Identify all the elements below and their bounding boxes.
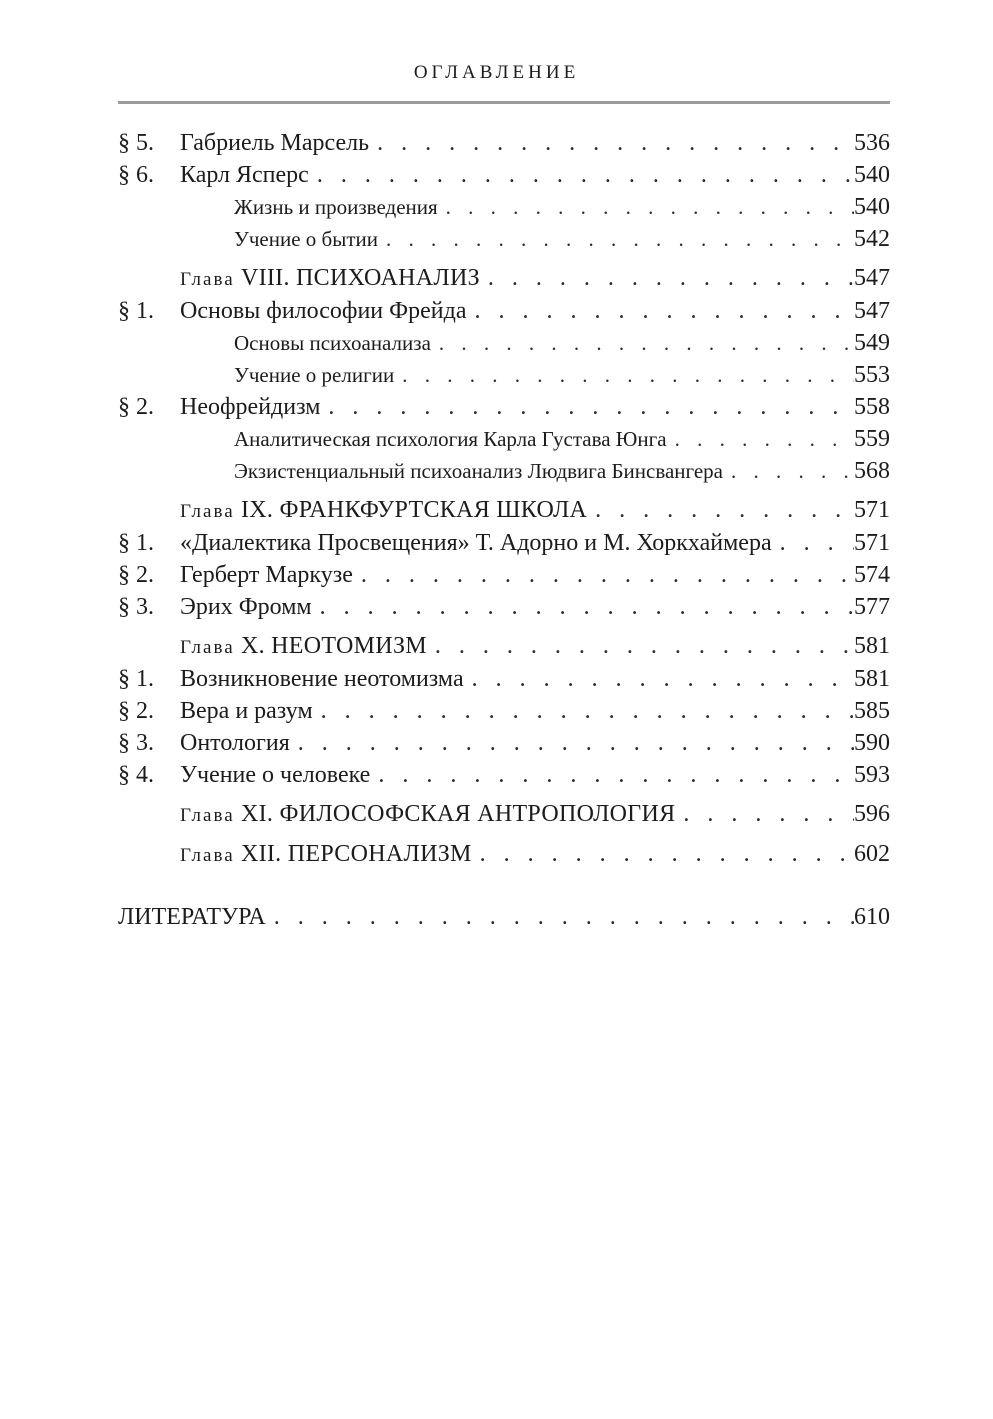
- subentry-title: Жизнь и произведения: [234, 195, 438, 219]
- page-number: 593: [854, 762, 890, 788]
- header-rule: [118, 101, 890, 104]
- page-number: 536: [854, 130, 890, 156]
- section-number: § 2.: [118, 562, 154, 588]
- toc-entry[interactable]: [118, 394, 890, 426]
- page-number: 590: [854, 730, 890, 756]
- dot-leader: [472, 841, 854, 868]
- chapter-prefix: Глава: [180, 636, 235, 658]
- entry-title: Учение о человеке: [180, 762, 371, 788]
- toc-subentry[interactable]: [118, 458, 890, 490]
- dot-leader: [394, 363, 854, 388]
- subentry-title: Экзистенциальный психоанализ Людвига Бинсвангера: [234, 459, 723, 483]
- page-number: 547: [854, 264, 890, 291]
- entry-title: Габриель Марсель: [180, 130, 370, 156]
- toc-entry[interactable]: [118, 162, 890, 194]
- page-number: 574: [854, 562, 890, 588]
- section-number: § 1.: [118, 666, 154, 692]
- subentry-title: Учение о бытии: [234, 227, 378, 251]
- page-number: 547: [854, 298, 890, 324]
- toc-entry[interactable]: [118, 530, 890, 562]
- dot-leader: [723, 459, 854, 484]
- dot-leader: [587, 497, 854, 524]
- entry-title: «Диалектика Просвещения» Т. Адорно и М. Хоркхаймера: [180, 530, 772, 556]
- dot-leader: [353, 562, 854, 589]
- page-number: 610: [854, 904, 890, 930]
- toc-chapter[interactable]: [118, 626, 890, 666]
- entry-title: Эрих Фромм: [180, 594, 312, 620]
- dot-leader: [431, 331, 854, 356]
- chapter-name: XI. ФИЛОСОФСКАЯ АНТРОПОЛОГИЯ: [240, 800, 676, 827]
- dot-leader: [290, 730, 854, 757]
- subentry-title: Аналитическая психология Карла Густава Юнга: [234, 427, 667, 451]
- dot-leader: [427, 633, 854, 660]
- toc-subentry[interactable]: [118, 426, 890, 458]
- dot-leader: [320, 394, 854, 421]
- page-number: 581: [854, 666, 890, 692]
- dot-leader: [772, 530, 854, 557]
- page-number: 577: [854, 594, 890, 620]
- dot-leader: [667, 427, 854, 452]
- section-number: § 4.: [118, 762, 154, 788]
- chapter-prefix: Глава: [180, 268, 235, 290]
- page-number: 542: [854, 226, 890, 252]
- toc-chapter[interactable]: [118, 258, 890, 298]
- page-number: 568: [854, 458, 890, 484]
- toc-entry[interactable]: [118, 730, 890, 762]
- toc-entry[interactable]: [118, 666, 890, 698]
- page-number: 540: [854, 162, 890, 188]
- section-number: § 1.: [118, 530, 154, 556]
- section-number: § 2.: [118, 698, 154, 724]
- toc-subentry[interactable]: [118, 362, 890, 394]
- entry-title: Герберт Маркузе: [180, 562, 353, 588]
- page-number: 553: [854, 362, 890, 388]
- section-number: § 3.: [118, 594, 154, 620]
- section-number: § 6.: [118, 162, 154, 188]
- toc-subentry[interactable]: [118, 226, 890, 258]
- toc-entry[interactable]: [118, 762, 890, 794]
- dot-leader: [312, 594, 854, 621]
- dot-leader: [466, 298, 854, 325]
- dot-leader: [266, 904, 854, 931]
- toc-chapter[interactable]: [118, 834, 890, 874]
- table-of-contents: [118, 130, 890, 936]
- page-number: 571: [854, 496, 890, 523]
- chapter-title: [180, 265, 480, 292]
- entry-title: Вера и разум: [180, 698, 313, 724]
- chapter-name: VIII. ПСИХОАНАЛИЗ: [240, 264, 480, 291]
- chapter-prefix: Глава: [180, 500, 235, 522]
- section-number: § 2.: [118, 394, 154, 420]
- dot-leader: [438, 195, 854, 220]
- entry-title: Карл Ясперс: [180, 162, 309, 188]
- dot-leader: [675, 801, 854, 828]
- subentry-title: Основы психоанализа: [234, 331, 431, 355]
- dot-leader: [370, 762, 854, 789]
- toc-chapter[interactable]: [118, 794, 890, 834]
- dot-leader: [309, 162, 854, 189]
- chapter-title: [180, 497, 587, 524]
- chapter-title: [180, 633, 427, 660]
- subentry-title: Учение о религии: [234, 363, 395, 387]
- chapter-prefix: Глава: [180, 804, 235, 826]
- dot-leader: [369, 130, 854, 157]
- toc-entry[interactable]: [118, 562, 890, 594]
- entry-title: Основы философии Фрейда: [180, 298, 467, 324]
- section-number: § 1.: [118, 298, 154, 324]
- page-number: 571: [854, 530, 890, 556]
- toc-subentry[interactable]: [118, 194, 890, 226]
- entry-title: Неофрейдизм: [180, 394, 321, 420]
- dot-leader: [464, 666, 854, 693]
- section-number: § 3.: [118, 730, 154, 756]
- entry-title: Возникновение неотомизма: [180, 666, 464, 692]
- toc-chapter[interactable]: [118, 490, 890, 530]
- page-number: 596: [854, 800, 890, 827]
- page-number: 549: [854, 330, 890, 356]
- page-number: 540: [854, 194, 890, 220]
- literature-title: ЛИТЕРАТУРА: [118, 904, 266, 930]
- toc-literature[interactable]: [118, 904, 890, 936]
- page-number: 558: [854, 394, 890, 420]
- toc-entry[interactable]: [118, 698, 890, 730]
- chapter-title: [180, 841, 472, 868]
- dot-leader: [313, 698, 854, 725]
- page-number: 581: [854, 632, 890, 659]
- toc-entry[interactable]: [118, 594, 890, 626]
- running-head: ОГЛАВЛЕНИЕ: [413, 62, 580, 83]
- toc-entry[interactable]: [118, 130, 890, 162]
- chapter-name: X. НЕОТОМИЗМ: [240, 632, 427, 659]
- toc-entry[interactable]: [118, 298, 890, 330]
- chapter-prefix: Глава: [180, 844, 235, 866]
- page-number: 585: [854, 698, 890, 724]
- entry-title: Онтология: [180, 730, 290, 756]
- dot-leader: [480, 265, 854, 292]
- toc-subentry[interactable]: [118, 330, 890, 362]
- page-number: 559: [854, 426, 890, 452]
- page-number: 602: [854, 840, 890, 867]
- chapter-name: IX. ФРАНКФУРТСКАЯ ШКОЛА: [240, 496, 588, 523]
- dot-leader: [378, 227, 854, 252]
- section-number: § 5.: [118, 130, 154, 156]
- chapter-name: XII. ПЕРСОНАЛИЗМ: [240, 840, 472, 867]
- chapter-title: [180, 801, 675, 828]
